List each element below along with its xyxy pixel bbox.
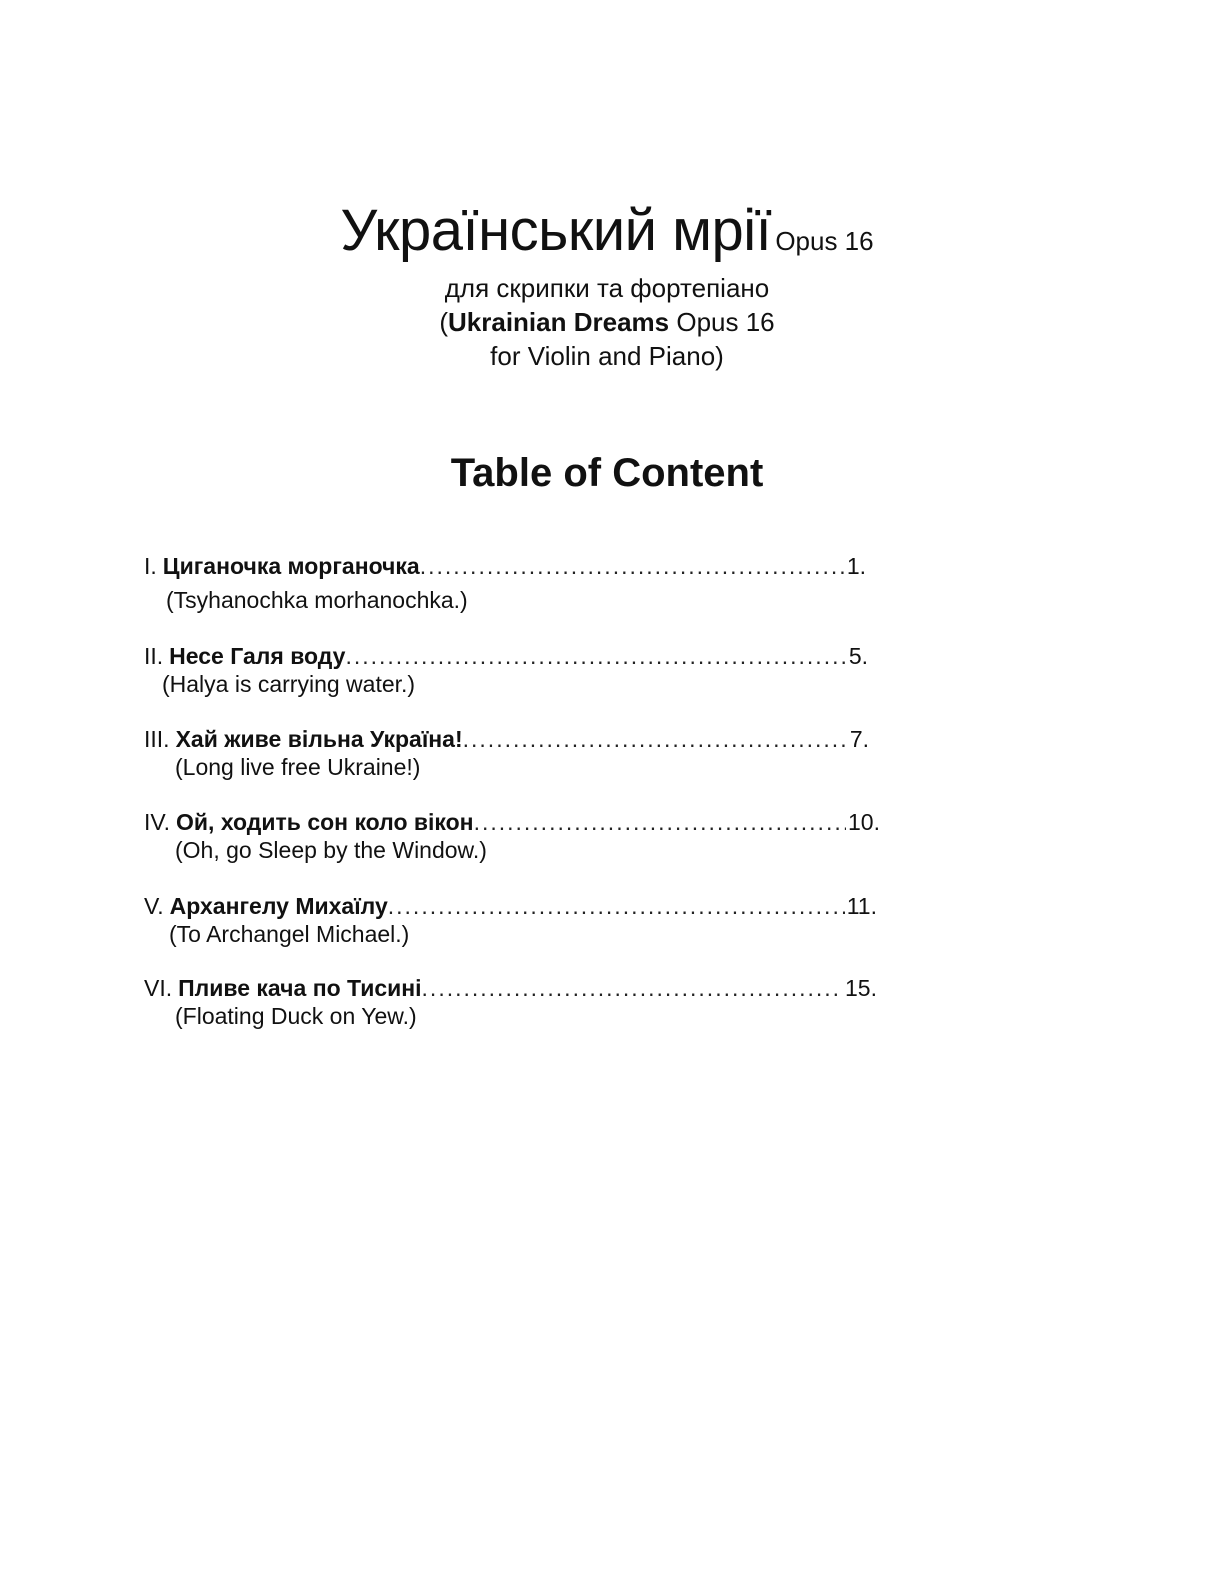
toc-title: Пливе кача по Тисині bbox=[178, 975, 422, 1001]
toc-leader-dots bbox=[474, 808, 846, 836]
title-ukrainian: Український мрії bbox=[340, 198, 772, 263]
toc-leader-dots bbox=[345, 642, 846, 670]
toc-entry[interactable] bbox=[144, 892, 877, 948]
toc-page-number: 5. bbox=[848, 643, 868, 669]
toc-entry-line bbox=[144, 974, 877, 1002]
toc-title: Архангелу Михаїлу bbox=[169, 893, 388, 919]
toc-heading: Table of Content bbox=[450, 451, 764, 495]
toc-entry[interactable] bbox=[144, 642, 868, 698]
toc-leader-dots bbox=[420, 552, 845, 580]
subtitle-english-line2: for Violin and Piano) bbox=[490, 341, 724, 371]
subtitle-english bbox=[0, 306, 1214, 338]
toc-translation: (Tsyhanochka morhanochka.) bbox=[166, 587, 468, 613]
toc-translation: (To Archangel Michael.) bbox=[169, 921, 410, 947]
toc-page-number: 15. bbox=[845, 975, 877, 1001]
toc-translation: (Halya is carrying water.) bbox=[162, 671, 416, 697]
subtitle-ukrainian: для скрипки та фортепіано bbox=[444, 273, 770, 303]
toc-title: Хай живе вільна Україна! bbox=[175, 726, 463, 752]
toc-leader-dots bbox=[388, 892, 845, 920]
toc-numeral: I. bbox=[144, 553, 157, 579]
subtitle-paren: ( bbox=[439, 307, 449, 337]
toc-numeral: III. bbox=[144, 726, 170, 752]
toc-leader-dots bbox=[463, 725, 848, 753]
toc-page-number: 10. bbox=[848, 809, 880, 835]
toc-entry-line bbox=[144, 892, 877, 920]
main-title bbox=[0, 196, 1214, 276]
toc-numeral: V. bbox=[144, 893, 164, 919]
toc-entry-line bbox=[144, 642, 868, 670]
toc-leader-dots bbox=[422, 974, 843, 1002]
toc-title: Ой, ходить сон коло вікон bbox=[176, 809, 474, 835]
subtitle-english-opus: Opus 16 bbox=[669, 307, 775, 337]
toc-entry-line bbox=[144, 552, 866, 580]
subtitle-english-bold: Ukrainian Dreams bbox=[448, 307, 670, 337]
toc-entry[interactable] bbox=[144, 552, 866, 614]
toc-numeral: VI. bbox=[144, 975, 173, 1001]
toc-page-number: 11. bbox=[846, 893, 877, 919]
toc-entry-line bbox=[144, 808, 880, 836]
toc-entry-line bbox=[144, 725, 869, 753]
toc-title: Несе Галя воду bbox=[169, 643, 346, 669]
toc-page-number: 7. bbox=[849, 726, 869, 752]
toc-numeral: II. bbox=[144, 643, 164, 669]
toc-entry[interactable] bbox=[144, 974, 877, 1030]
toc-translation: (Floating Duck on Yew.) bbox=[175, 1003, 417, 1029]
title-opus: Opus 16 bbox=[775, 226, 874, 256]
toc-entry[interactable] bbox=[144, 808, 880, 864]
toc-entry[interactable] bbox=[144, 725, 869, 781]
toc-page-number: 1. bbox=[846, 553, 866, 579]
toc-numeral: IV. bbox=[144, 809, 171, 835]
toc-translation: (Long live free Ukraine!) bbox=[175, 754, 421, 780]
toc-translation: (Oh, go Sleep by the Window.) bbox=[175, 837, 487, 863]
toc-title: Циганочка морганочка bbox=[162, 553, 420, 579]
